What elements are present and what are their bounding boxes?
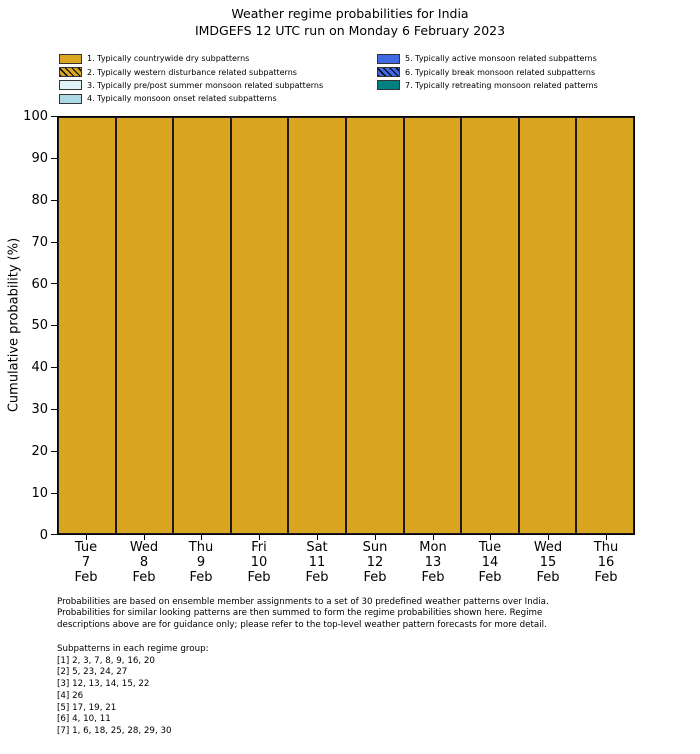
bar-segment: [288, 117, 346, 534]
legend-item: [59, 52, 323, 65]
bar-segment: [231, 117, 289, 534]
bar: [346, 117, 404, 534]
y-axis-tick-label: 30: [31, 402, 48, 417]
legend-column-right: [377, 52, 598, 92]
subpatterns-block: [57, 644, 209, 738]
bar-segment: [173, 117, 231, 534]
bar: [576, 117, 634, 534]
legend-swatch-regime-2-icon: [59, 67, 82, 77]
subpatterns-line: [4] 26: [57, 690, 84, 701]
x-label-date: 12: [366, 555, 384, 570]
subpatterns-line: [7] 1, 6, 18, 25, 28, 29, 30: [57, 725, 172, 736]
legend-item-label: 2. Typically western disturbance related subpatterns: [87, 67, 297, 77]
legend-item-label: 5. Typically active monsoon related subpatterns: [405, 54, 597, 64]
legend-item-label: 1. Typically countrywide dry subpatterns: [87, 54, 250, 64]
legend-item: [59, 79, 323, 92]
footnote-line: Probabilities are based on ensemble member assignments to a set of 30 predefined weather patterns over India.: [57, 597, 549, 607]
x-label-month: Feb: [247, 570, 271, 585]
y-axis-tick-label: 80: [31, 193, 48, 208]
x-label-day: Wed: [533, 540, 563, 555]
x-label-date: 14: [481, 555, 499, 570]
bar: [173, 117, 231, 534]
x-label-day: Mon: [419, 540, 447, 555]
bar: [404, 117, 462, 534]
x-label-month: Feb: [189, 570, 213, 585]
x-label-day: Tue: [478, 540, 502, 555]
legend-item: [377, 65, 598, 78]
x-label-month: Feb: [132, 570, 156, 585]
legend-item-label: 4. Typically monsoon onset related subpatterns: [87, 94, 277, 104]
legend-item: [377, 52, 598, 65]
bar-segment: [116, 117, 174, 534]
y-axis-tick-label: 10: [31, 486, 48, 501]
x-label-date: 9: [196, 555, 206, 570]
footnote: [57, 597, 549, 631]
bar-segment: [58, 117, 116, 534]
x-label-month: Feb: [74, 570, 98, 585]
page-subtitle: IMDGEFS 12 UTC run on Monday 6 February 2023: [194, 23, 506, 38]
subpatterns-heading: Subpatterns in each regime group:: [57, 644, 209, 654]
x-label-day: Wed: [129, 540, 159, 555]
legend-item: [59, 65, 323, 78]
x-label-day: Tue: [74, 540, 98, 555]
subpatterns-line: [5] 17, 19, 21: [57, 702, 117, 713]
x-label-date: 15: [539, 555, 557, 570]
bar: [288, 117, 346, 534]
legend-swatch-regime-4-icon: [59, 94, 82, 104]
x-label-month: Feb: [305, 570, 329, 585]
title-block: [0, 5, 700, 39]
y-axis-tick-label: 50: [31, 318, 48, 333]
y-axis-tick-label: 20: [31, 444, 48, 459]
legend-swatch-regime-6-icon: [377, 67, 400, 77]
footnote-line: Probabilities for similar looking patterns are then summed to form the regime probabilities shown here. Regime: [57, 608, 543, 619]
x-label-date: 10: [250, 555, 268, 570]
x-label-date: 16: [597, 555, 615, 570]
bar-segment: [519, 117, 577, 534]
legend-item-label: 7. Typically retreating monsoon related patterns: [405, 80, 598, 90]
legend-item: [59, 92, 323, 105]
y-axis-tick-label: 0: [39, 528, 48, 543]
bar-segment: [346, 117, 404, 534]
bar-segment: [461, 117, 519, 534]
y-axis-tick-label: 60: [31, 277, 48, 292]
x-label-day: Sat: [306, 540, 328, 555]
legend-swatch-regime-1-icon: [59, 54, 82, 64]
x-label-month: Feb: [363, 570, 387, 585]
x-label-day: Thu: [593, 540, 619, 555]
subpatterns-line: [6] 4, 10, 11: [57, 714, 111, 725]
y-axis-label: Cumulative probability (%): [6, 237, 22, 413]
legend-item-label: 6. Typically break monsoon related subpatterns: [405, 67, 596, 77]
x-label-month: Feb: [421, 570, 445, 585]
subpatterns-line: [2] 5, 23, 24, 27: [57, 667, 128, 678]
y-axis-tick-label: 90: [31, 151, 48, 166]
bar: [231, 117, 289, 534]
bar: [116, 117, 174, 534]
footnote-line: descriptions above are for guidance only; please refer to the top-level weather pattern forecasts for more detail.: [57, 619, 547, 630]
bar: [58, 117, 116, 534]
legend-swatch-regime-5-icon: [377, 54, 400, 64]
bar-segment: [576, 117, 634, 534]
x-label-date: 7: [81, 555, 91, 570]
legend-swatch-regime-3-icon: [59, 80, 82, 90]
x-label-day: Sun: [362, 540, 388, 555]
x-axis-tick-label: [571, 540, 641, 585]
bar: [461, 117, 519, 534]
y-axis-tick-label: 100: [23, 109, 48, 124]
x-label-month: Feb: [594, 570, 618, 585]
page-title: Weather regime probabilities for India: [231, 6, 469, 21]
legend-item: [377, 79, 598, 92]
bar-segment: [404, 117, 462, 534]
legend-item-label: 3. Typically pre/post summer monsoon related subpatterns: [87, 80, 324, 90]
x-label-month: Feb: [536, 570, 560, 585]
bar: [519, 117, 577, 534]
x-label-month: Feb: [478, 570, 502, 585]
legend-column-left: [59, 52, 323, 106]
x-label-day: Fri: [251, 540, 267, 555]
y-axis-tick-label: 70: [31, 235, 48, 250]
y-axis-tick-label: 40: [31, 360, 48, 375]
x-label-date: 8: [139, 555, 149, 570]
plot-area: [57, 116, 635, 535]
subpatterns-line: [3] 12, 13, 14, 15, 22: [57, 679, 150, 690]
x-label-date: 11: [308, 555, 326, 570]
legend-swatch-regime-7-icon: [377, 80, 400, 90]
x-label-day: Thu: [188, 540, 214, 555]
subpatterns-line: [1] 2, 3, 7, 8, 9, 16, 20: [57, 655, 155, 666]
x-label-date: 13: [424, 555, 442, 570]
